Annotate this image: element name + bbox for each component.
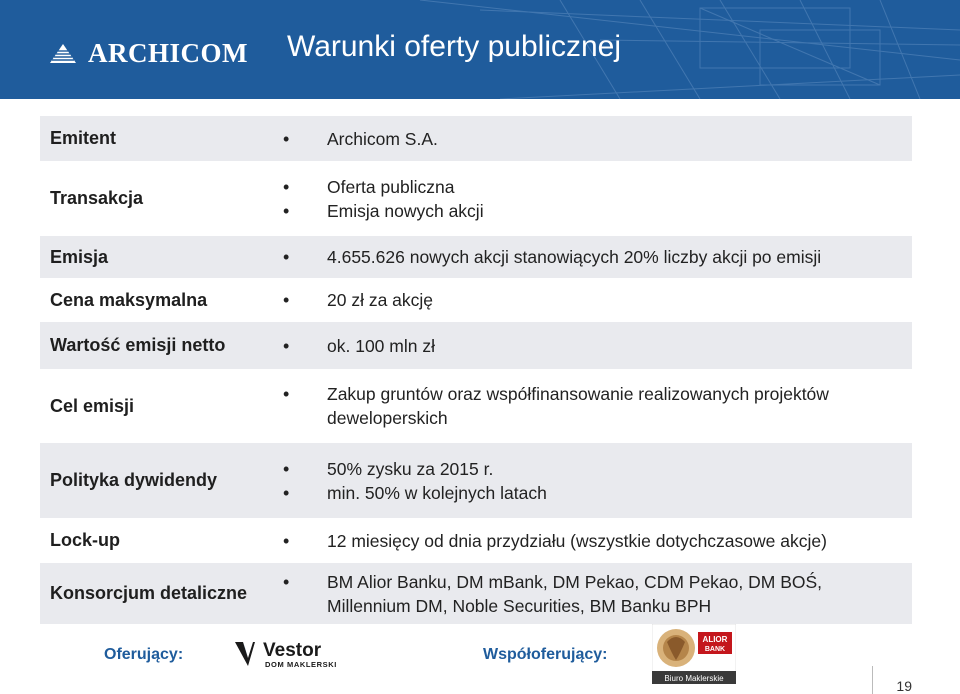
row-transakcja bbox=[40, 161, 912, 236]
logo-text: ARCHICOM bbox=[88, 37, 248, 68]
row-emitent bbox=[40, 116, 912, 161]
archicom-logo bbox=[48, 38, 248, 68]
row-emisja bbox=[40, 236, 912, 278]
page-title: Warunki oferty publicznej bbox=[287, 30, 622, 63]
row-label: Lock-up bbox=[50, 530, 120, 550]
alior-line2: BANK bbox=[704, 646, 726, 653]
row-label: Konsorcjum detaliczne bbox=[50, 583, 248, 603]
alior-subtitle: Biuro Maklerskie bbox=[664, 674, 724, 683]
row-wartosc-emisji bbox=[40, 322, 912, 369]
vestor-name: Vestor bbox=[263, 640, 322, 661]
row-cena-maksymalna bbox=[40, 278, 912, 322]
row-label: Emitent bbox=[50, 128, 117, 148]
row-value: • Zakup gruntów oraz współfinansowanie realizowanych projektów deweloperskich bbox=[307, 382, 912, 430]
row-label: Wartość emisji netto bbox=[50, 335, 226, 355]
row-value: • 4.655.626 nowych akcji stanowiących 20% liczby akcji po emisji bbox=[307, 245, 912, 269]
row-cel-emisji bbox=[40, 369, 912, 443]
oferujacy-label: Oferujący: bbox=[104, 646, 184, 663]
header-bar bbox=[0, 0, 960, 99]
row-label: Transakcja bbox=[50, 188, 144, 208]
row-value: • Archicom S.A. bbox=[307, 127, 912, 151]
row-label: Cena maksymalna bbox=[50, 289, 208, 310]
row-value: • Oferta publiczna bbox=[307, 175, 912, 199]
page-number: 19 bbox=[872, 666, 912, 694]
row-value: • BM Alior Banku, DM mBank, DM Pekao, CDM Pekao, DM BOŚ, Millennium DM, Noble Securities, BM Banku BPH bbox=[307, 570, 912, 618]
vestor-subtitle: DOM MAKLERSKI bbox=[265, 660, 337, 669]
row-label: Emisja bbox=[50, 246, 109, 267]
row-label: Cel emisji bbox=[50, 395, 135, 416]
row-value: • 50% zysku za 2015 r. bbox=[307, 457, 912, 481]
alior-bank-logo bbox=[652, 624, 736, 684]
row-konsorcjum bbox=[40, 563, 912, 624]
row-value: • Emisja nowych akcji bbox=[307, 199, 912, 223]
row-polityka-dywidendy bbox=[40, 443, 912, 518]
vestor-logo bbox=[233, 636, 343, 672]
row-label: Polityka dywidendy bbox=[50, 470, 218, 490]
archicom-logo-icon bbox=[48, 41, 78, 65]
row-value: • min. 50% w kolejnych latach bbox=[307, 481, 912, 505]
row-lock-up bbox=[40, 518, 912, 563]
row-value: • 20 zł za akcję bbox=[307, 288, 912, 312]
offer-terms-table bbox=[40, 116, 912, 624]
alior-line1: ALIOR bbox=[702, 635, 728, 644]
row-value: • 12 miesięcy od dnia przydziału (wszystkie dotychczasowe akcje) bbox=[307, 529, 912, 553]
wspoloferujacy-label: Współoferujący: bbox=[483, 646, 608, 663]
row-value: • ok. 100 mln zł bbox=[307, 334, 912, 358]
